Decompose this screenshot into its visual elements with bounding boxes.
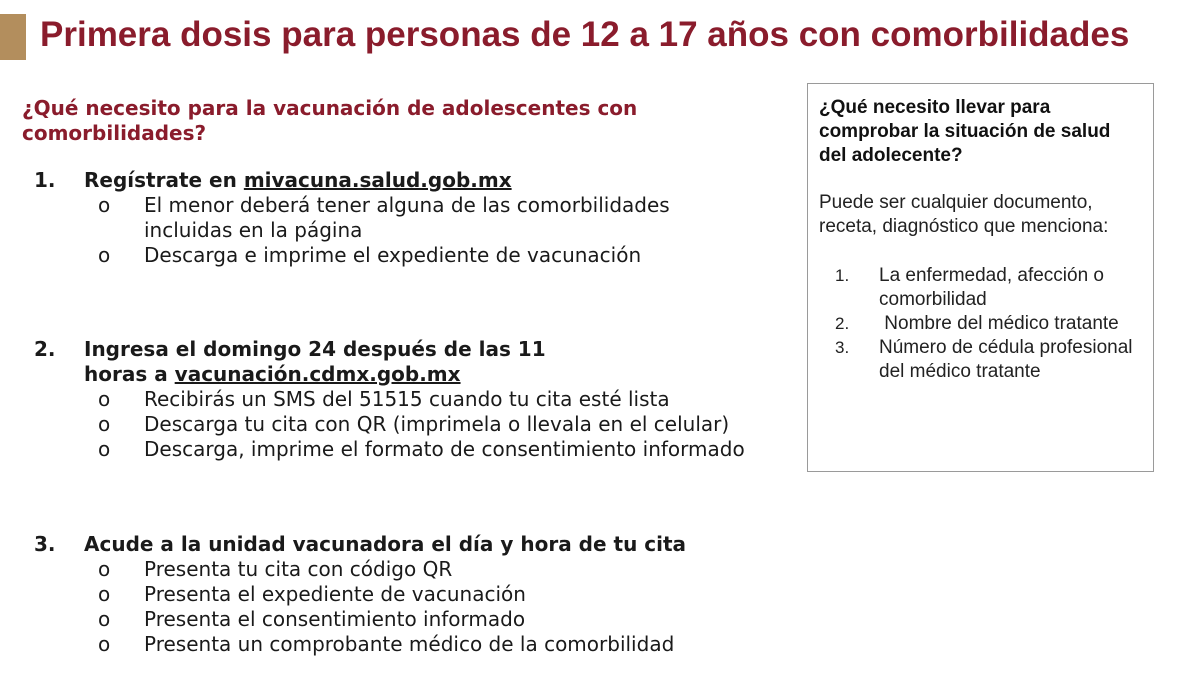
step-title <box>84 168 774 193</box>
requirements-question: ¿Qué necesito para la vacunación de adolescentes con comorbilidades? <box>22 96 638 145</box>
list-item: 3. Número de cédula profesional del médico tratante <box>835 337 1133 382</box>
hollow-bullet-icon: o <box>98 193 111 217</box>
step-number: 3. <box>34 532 56 556</box>
step-title: Acude a la unidad vacunadora el día y hora de tu cita <box>84 532 687 556</box>
box-list <box>819 264 1143 384</box>
hollow-bullet-icon: o <box>98 437 111 461</box>
list-item: o Presenta el expediente de vacunación <box>98 582 526 606</box>
step-title-text: Ingresa el domingo 24 después de las 11 horas a <box>84 337 546 386</box>
step-title-text: Regístrate en <box>84 168 244 192</box>
step-number: 2. <box>34 337 56 361</box>
list-item: o Descarga tu cita con QR (imprimela o llevala en el celular) <box>98 412 730 436</box>
hollow-bullet-icon: o <box>98 582 111 606</box>
vacunacion-cdmx-link[interactable]: vacunación.cdmx.gob.mx <box>174 362 461 386</box>
box-intro: Puede ser cualquier documento, receta, diagnóstico que menciona: <box>819 192 1109 237</box>
step-3-subitems <box>0 557 790 657</box>
step-2-subitems <box>0 387 790 462</box>
hollow-bullet-icon: o <box>98 632 111 656</box>
health-proof-box <box>807 83 1154 472</box>
hollow-bullet-icon: o <box>98 557 111 581</box>
mivacuna-link[interactable]: mivacuna.salud.gob.mx <box>243 168 512 192</box>
list-item: o Descarga, imprime el formato de consentimiento informado <box>98 437 745 461</box>
hollow-bullet-icon: o <box>98 243 111 267</box>
step-1-subitems <box>0 193 790 268</box>
list-item: o Descarga e imprime el expediente de vacunación <box>98 243 642 267</box>
list-item: o El menor deberá tener alguna de las comorbilidades incluidas en la página <box>98 193 670 242</box>
list-item: 2. Nombre del médico tratante <box>835 313 1119 334</box>
step-number: 1. <box>34 168 56 192</box>
hollow-bullet-icon: o <box>98 607 111 631</box>
list-item: 1. La enfermedad, afección o comorbilidad <box>835 265 1104 310</box>
box-heading: ¿Qué necesito llevar para comprobar la situación de salud del adolecente? <box>819 97 1111 166</box>
title-accent-bar <box>0 14 26 60</box>
list-item: o Presenta tu cita con código QR <box>98 557 453 581</box>
step-title <box>84 337 604 387</box>
list-item: o Presenta un comprobante médico de la comorbilidad <box>98 632 675 656</box>
hollow-bullet-icon: o <box>98 412 111 436</box>
hollow-bullet-icon: o <box>98 387 111 411</box>
list-item: o Presenta el consentimiento informado <box>98 607 526 631</box>
page-title: Primera dosis para personas de 12 a 17 años con comorbilidades <box>40 15 1130 54</box>
list-item: o Recibirás un SMS del 51515 cuando tu cita esté lista <box>98 387 670 411</box>
